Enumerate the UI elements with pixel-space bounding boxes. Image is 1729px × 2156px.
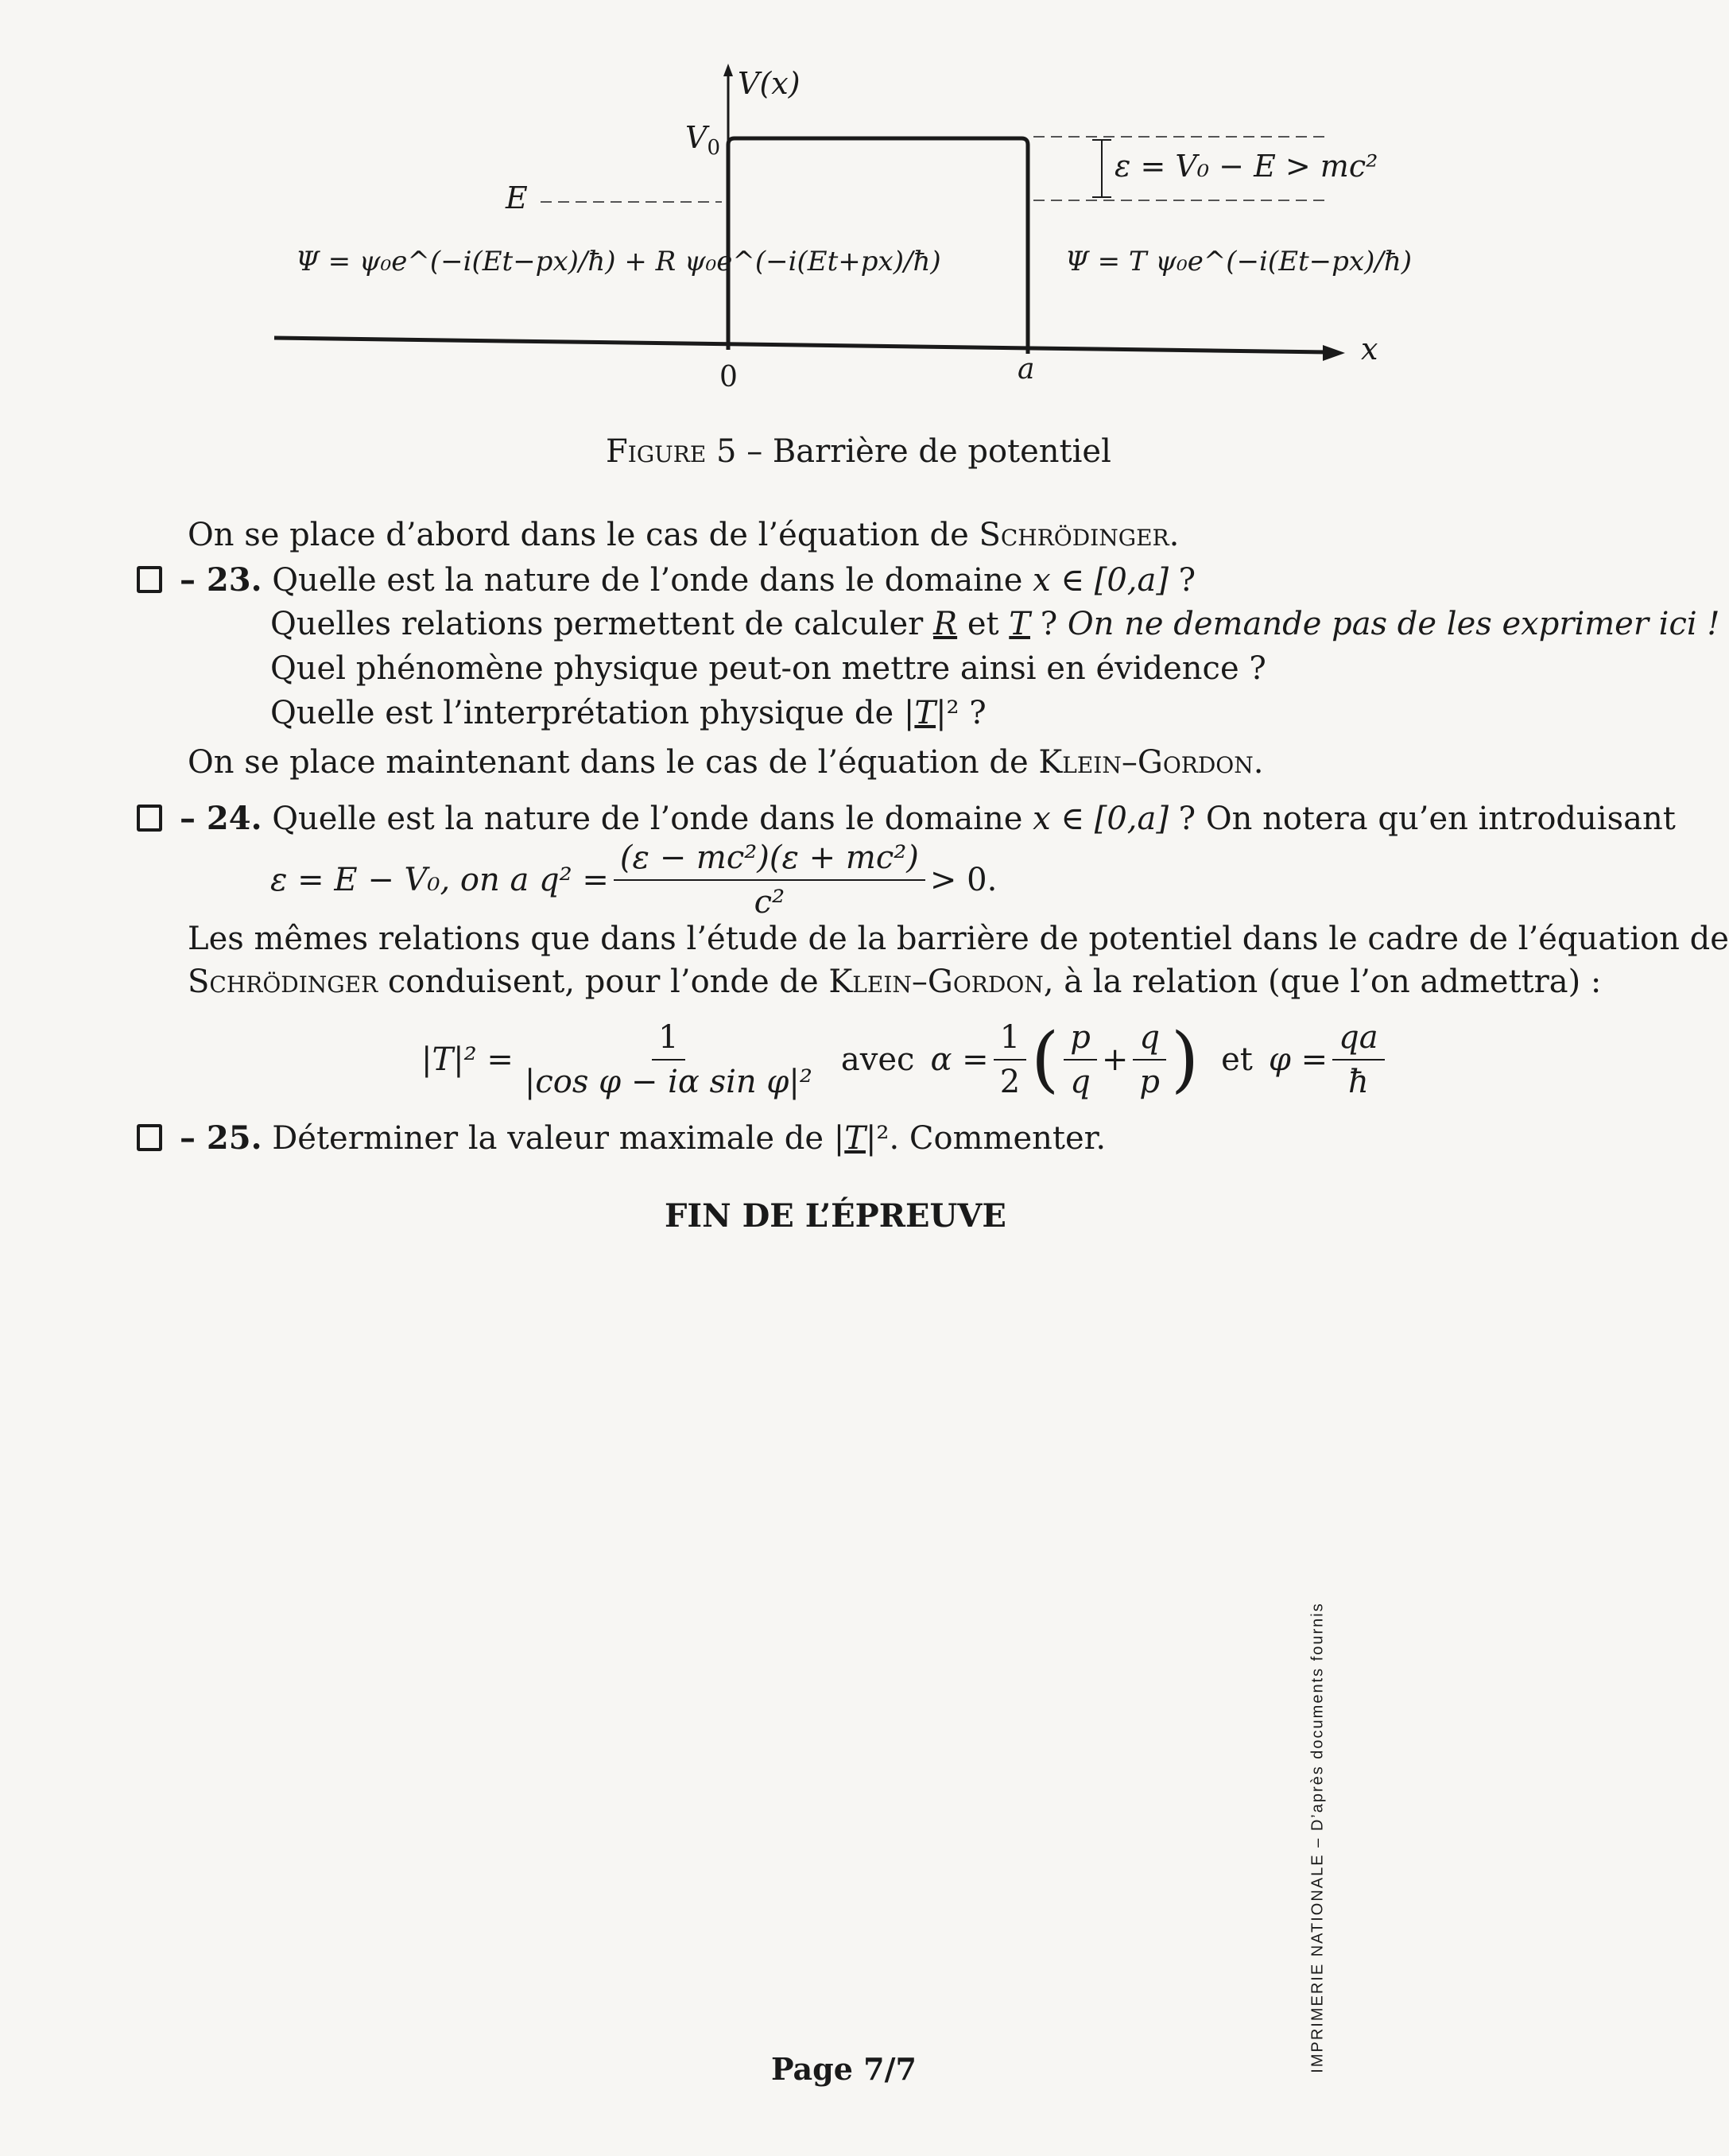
para-post: , à la relation (que l’on admettra) : (1043, 964, 1602, 1000)
q23-T: T (1009, 606, 1030, 642)
formula-half (994, 1019, 1026, 1100)
formula-alpha-eq: α = (930, 1041, 989, 1078)
formula-phi-fraction (1332, 1019, 1384, 1100)
question-23 (137, 561, 1196, 599)
intro-klein-gordon (188, 744, 1263, 781)
intro2-post: . (1253, 744, 1264, 781)
x-axis-label: x (1361, 332, 1378, 366)
q24-fraction (614, 840, 925, 921)
figure-caption-dash: – (746, 433, 763, 470)
q23-line1-math: x ∈ [0,a] (1033, 562, 1169, 599)
formula-pq-den: q (1070, 1063, 1091, 1100)
q23-line1-text: Quelle est la nature de l’onde dans le domaine (272, 562, 1033, 599)
formula-et: et (1221, 1041, 1253, 1078)
formula-lhs: |T|² = (421, 1041, 514, 1078)
formula-qp-den: p (1139, 1063, 1160, 1100)
q24-line1-text: Quelle est la nature de l’onde dans le domaine (272, 801, 1033, 837)
q23-R: R (932, 606, 958, 642)
question-24-number: – 24. (180, 800, 262, 837)
v0-label: $V_0$ (685, 120, 720, 160)
end-of-exam-title: FIN DE L’ÉPREUVE (665, 1197, 1006, 1235)
figure-caption (606, 433, 1111, 470)
y-axis-label: V(x) (738, 66, 801, 101)
question-25-checkbox[interactable] (137, 1124, 162, 1151)
y-axis-arrow (723, 64, 733, 76)
para-mid: conduisent, pour l’onde de (378, 964, 829, 1000)
formula-frac1-den: |cos φ − iα sin φ|² (524, 1063, 812, 1100)
paragraph-line2 (188, 964, 1601, 1000)
q23-line4-T: T (914, 695, 936, 731)
psi-right-wavefunction: Ψ = T ψ₀e^(−i(Et−px)/ħ) (1065, 246, 1412, 277)
formula-qp-num: q (1133, 1019, 1166, 1061)
page-number: Page 7/7 (771, 2051, 917, 2087)
q24-line1-math: x ∈ [0,a] (1033, 801, 1169, 837)
question-24-checkbox[interactable] (137, 805, 162, 832)
q23-line3: Quel phénomène physique peut-on mettre ainsi en évidence ? (270, 650, 1266, 687)
question-24 (137, 800, 1676, 837)
intro-schrodinger (188, 517, 1179, 553)
q24-line1-post: ? On notera qu’en introduisant (1168, 801, 1676, 837)
q25-text: Déterminer la valeur maximale de | (272, 1120, 845, 1157)
question-23-number: – 23. (180, 561, 262, 599)
intro1-name: Schrödinger (979, 517, 1169, 553)
a-label: a (1018, 353, 1035, 386)
question-25 (137, 1119, 1106, 1157)
paragraph-line1: Les mêmes relations que dans l’étude de la barrière de potentiel dans le cadre de l’équation de (188, 921, 1729, 957)
intro1-post: . (1169, 517, 1180, 553)
q23-line4-text: Quelle est l’interprétation physique de | (270, 695, 915, 731)
formula-phi-eq: φ = (1268, 1041, 1328, 1078)
q24-eq-lhs: ε = E − V₀, on a q² = (270, 862, 609, 898)
q23-line2-text: Quelles relations permettent de calculer (270, 606, 933, 642)
q24-fraction-denominator: c² (754, 884, 785, 921)
q23-line4-post: |² ? (936, 695, 987, 731)
imprint-vertical: IMPRIMERIE NATIONALE – D’après documents fournis (1308, 1602, 1327, 2073)
psi-left-wavefunction: Ψ = ψ₀e^(−i(Et−px)/ħ) + R ψ₀e^(−i(Et+px)/ħ) (296, 246, 941, 277)
formula-paren-left: ( (1031, 1018, 1060, 1101)
q23-line2-mid: et (957, 606, 1010, 642)
q25-text-post: |². Commenter. (865, 1120, 1107, 1157)
question-25-number: – 25. (180, 1119, 262, 1157)
transmission-formula (421, 1018, 1390, 1101)
formula-paren-right: ) (1171, 1018, 1200, 1101)
formula-phi-den: ħ (1347, 1063, 1369, 1100)
x-axis-arrow (1323, 345, 1345, 361)
para-name1: Schrödinger (188, 964, 378, 1000)
q25-T: T (844, 1120, 866, 1157)
formula-p-over-q (1064, 1019, 1097, 1100)
q23-line2-q: ? (1029, 606, 1068, 642)
formula-half-num: 1 (994, 1019, 1026, 1061)
formula-phi-num: qa (1332, 1019, 1384, 1061)
intro2-text: On se place maintenant dans le cas de l’équation de (188, 744, 1039, 781)
question-23-checkbox[interactable] (137, 566, 162, 593)
energy-label: E (506, 180, 528, 215)
intro1-text: On se place d’abord dans le cas de l’équation de (188, 517, 979, 553)
formula-pq-num: p (1064, 1019, 1097, 1061)
q24-fraction-numerator: (ε − mc²)(ε + mc²) (614, 840, 925, 881)
origin-label: 0 (719, 361, 738, 394)
q23-line4 (270, 695, 987, 731)
x-axis (274, 338, 1328, 352)
q23-line1-post: ? (1168, 562, 1196, 599)
formula-plus: + (1101, 1041, 1129, 1078)
q24-eq-rhs: > 0. (929, 862, 998, 898)
formula-frac1-num: 1 (652, 1019, 684, 1061)
para-name2: Klein–Gordon (828, 964, 1044, 1000)
q23-line2 (270, 606, 1719, 642)
q23-line2-italic: On ne demande pas de les exprimer ici ! (1067, 606, 1720, 642)
formula-q-over-p (1133, 1019, 1166, 1100)
formula-avec: avec (840, 1041, 915, 1078)
q24-equation (270, 840, 997, 921)
intro2-name: Klein–Gordon (1038, 744, 1254, 781)
figure-caption-text: Barrière de potentiel (772, 433, 1111, 470)
formula-half-den: 2 (999, 1063, 1021, 1100)
epsilon-annotation: ε = V₀ − E > mc² (1115, 149, 1378, 184)
formula-fraction-1 (518, 1019, 819, 1100)
potential-barrier-figure (0, 0, 1628, 413)
figure-caption-label: Figure 5 (606, 433, 737, 470)
